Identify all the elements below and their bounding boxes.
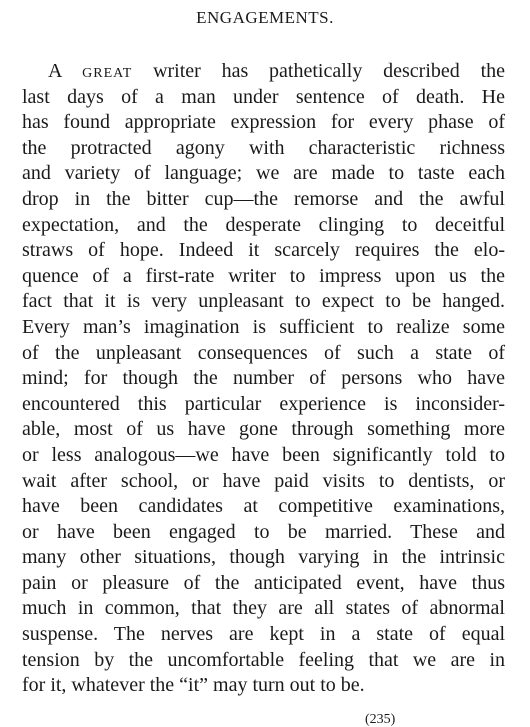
text-line-14: encountered this particular experience is inconsider- bbox=[22, 392, 505, 415]
text-line-25: for it, whatever the “it” may turn out to be. bbox=[22, 674, 365, 697]
text-line-1 bbox=[22, 59, 505, 85]
text-line-9: quence of a first-rate writer to impress upon us the bbox=[22, 264, 505, 287]
smallcap-word: great bbox=[82, 60, 133, 82]
text-line-6: drop in the bitter cup—the remorse and the awful bbox=[22, 187, 505, 210]
text-line-24: tension by the uncomfortable feeling that we are in bbox=[22, 648, 505, 671]
body-text bbox=[22, 59, 505, 699]
text-line-5: and variety of language; we are made to taste each bbox=[22, 162, 505, 185]
text-line-13: mind; for though the number of persons who have bbox=[22, 367, 505, 390]
chapter-title: ENGAGEMENTS. bbox=[196, 8, 334, 27]
line-1-rest: writer has pathetically described the bbox=[153, 60, 505, 82]
text-line-20: many other situations, though varying in the intrinsic bbox=[22, 546, 505, 569]
text-line-17: wait after school, or have paid visits to dentists, or bbox=[22, 469, 505, 492]
text-line-3: has found appropriate expression for every phase of bbox=[22, 111, 505, 134]
text-line-22: much in common, that they are all states of abnormal bbox=[22, 597, 505, 620]
opening-word: A bbox=[48, 60, 62, 82]
text-line-10: fact that it is very unpleasant to expect to be hanged. bbox=[22, 290, 505, 313]
text-line-12: of the unpleasant consequences of such a state of bbox=[22, 341, 505, 364]
text-line-15: able, most of us have gone through something more bbox=[22, 418, 505, 441]
text-line-11: Every man’s imagination is sufficient to realize some bbox=[22, 315, 505, 338]
text-line-16: or less analogous—we have been significantly told to bbox=[22, 443, 505, 466]
page-number: (235) bbox=[365, 712, 396, 727]
text-line-18: have been candidates at competitive examinations, bbox=[22, 495, 505, 518]
text-line-19: or have been engaged to be married. These and bbox=[22, 520, 505, 543]
text-line-7: expectation, and the desperate clinging to deceitful bbox=[22, 213, 505, 236]
text-line-23: suspense. The nerves are kept in a state of equal bbox=[22, 623, 505, 646]
text-line-21: pain or pleasure of the anticipated event, have thus bbox=[22, 571, 505, 594]
text-line-2: last days of a man under sentence of death. He bbox=[22, 85, 505, 108]
text-line-4: the protracted agony with characteristic richness bbox=[22, 136, 505, 159]
text-line-8: straws of hope. Indeed it scarcely requires the elo- bbox=[22, 239, 505, 262]
